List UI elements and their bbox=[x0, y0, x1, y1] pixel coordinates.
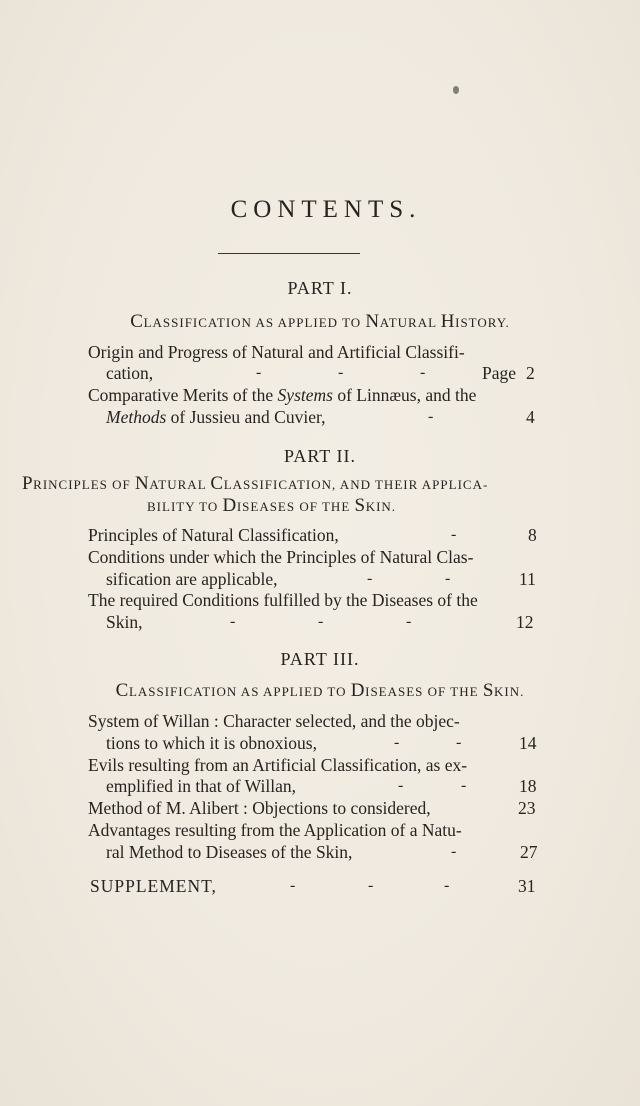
toc-page-number: 12 bbox=[516, 612, 534, 632]
leader-dash: - bbox=[367, 570, 373, 587]
toc-entry-9-line-2: ral Method to Diseases of the Skin, bbox=[106, 842, 353, 862]
supplement-label: SUPPLEMENT, bbox=[90, 876, 217, 896]
leader-dash: - bbox=[406, 613, 412, 630]
leader-dash: - bbox=[230, 613, 236, 630]
ink-speck bbox=[453, 86, 459, 94]
toc-entry-6-line-1: System of Willan : Character selected, and the objec- bbox=[88, 711, 460, 731]
leader-dash: - bbox=[444, 877, 450, 894]
toc-page-number: 8 bbox=[528, 525, 537, 545]
leader-dash: - bbox=[394, 734, 400, 751]
toc-entry-3-line-1: Principles of Natural Classification, bbox=[88, 525, 339, 545]
leader-dash: - bbox=[290, 877, 296, 894]
toc-entry-7-line-1: Evils resulting from an Artificial Classification, as ex- bbox=[88, 755, 468, 775]
leader-dash: - bbox=[451, 526, 457, 543]
part-3-heading: PART III. bbox=[280, 649, 360, 669]
toc-page-number: 18 bbox=[519, 776, 537, 796]
leader-dash: - bbox=[318, 613, 324, 630]
toc-page-number: 4 bbox=[526, 407, 535, 427]
toc-entry-5-line-2: Skin, bbox=[106, 612, 143, 632]
leader-dash: - bbox=[445, 570, 451, 587]
toc-page-label: Page bbox=[482, 363, 517, 383]
toc-page-number: 27 bbox=[520, 842, 538, 862]
toc-entry-4-line-2: sification are applicable, bbox=[106, 569, 278, 589]
leader-dash: - bbox=[398, 777, 404, 794]
toc-entry-9-line-1: Advantages resulting from the Application of a Natu- bbox=[88, 820, 462, 840]
leader-dash: - bbox=[451, 843, 457, 860]
leader-dash: - bbox=[368, 877, 374, 894]
leader-dash: - bbox=[456, 734, 462, 751]
toc-entry-8-line-1: Method of M. Alibert : Objections to considered, bbox=[88, 798, 431, 818]
title-rule bbox=[218, 253, 360, 254]
leader-dash: - bbox=[428, 408, 434, 425]
toc-entry-5-line-1: The required Conditions fulfilled by the Diseases of the bbox=[88, 590, 478, 610]
toc-entry-1-line-1: Origin and Progress of Natural and Artificial Classifi- bbox=[88, 342, 465, 362]
part-1-section-title: CLASSIFICATION AS APPLIED TO NATURAL HISTORY. bbox=[130, 311, 510, 332]
leader-dash: - bbox=[420, 364, 426, 381]
toc-page-number: 2 bbox=[526, 363, 535, 383]
part-2-heading: PART II. bbox=[284, 446, 356, 466]
toc-page-number: 11 bbox=[519, 569, 536, 589]
toc-entry-6-line-2: tions to which it is obnoxious, bbox=[106, 733, 317, 753]
part-1-heading: PART I. bbox=[287, 278, 353, 298]
page-title: CONTENTS. bbox=[230, 196, 422, 223]
toc-entry-4-line-1: Conditions under which the Principles of Natural Clas- bbox=[88, 547, 474, 567]
part-2-section-title-line-1: PRINCIPLES OF NATURAL CLASSIFICATION, AND THEIR APPLICA- bbox=[22, 473, 489, 494]
toc-entry-1-line-2: cation, bbox=[106, 363, 154, 383]
toc-entry-2-line-2: Methods of Jussieu and Cuvier, bbox=[106, 407, 326, 427]
toc-page-number: 31 bbox=[518, 876, 536, 896]
part-2-section-title-line-2: BILITY TO DISEASES OF THE SKIN. bbox=[147, 495, 397, 516]
toc-page-number: 14 bbox=[519, 733, 537, 753]
leader-dash: - bbox=[256, 364, 262, 381]
leader-dash: - bbox=[338, 364, 344, 381]
toc-page-number: 23 bbox=[518, 798, 536, 818]
toc-entry-2-line-1: Comparative Merits of the Systems of Linnæus, and the bbox=[88, 385, 477, 405]
leader-dash: - bbox=[461, 777, 467, 794]
toc-entry-7-line-2: emplified in that of Willan, bbox=[106, 776, 296, 796]
part-3-section-title: CLASSIFICATION AS APPLIED TO DISEASES OF THE SKIN. bbox=[115, 680, 525, 701]
